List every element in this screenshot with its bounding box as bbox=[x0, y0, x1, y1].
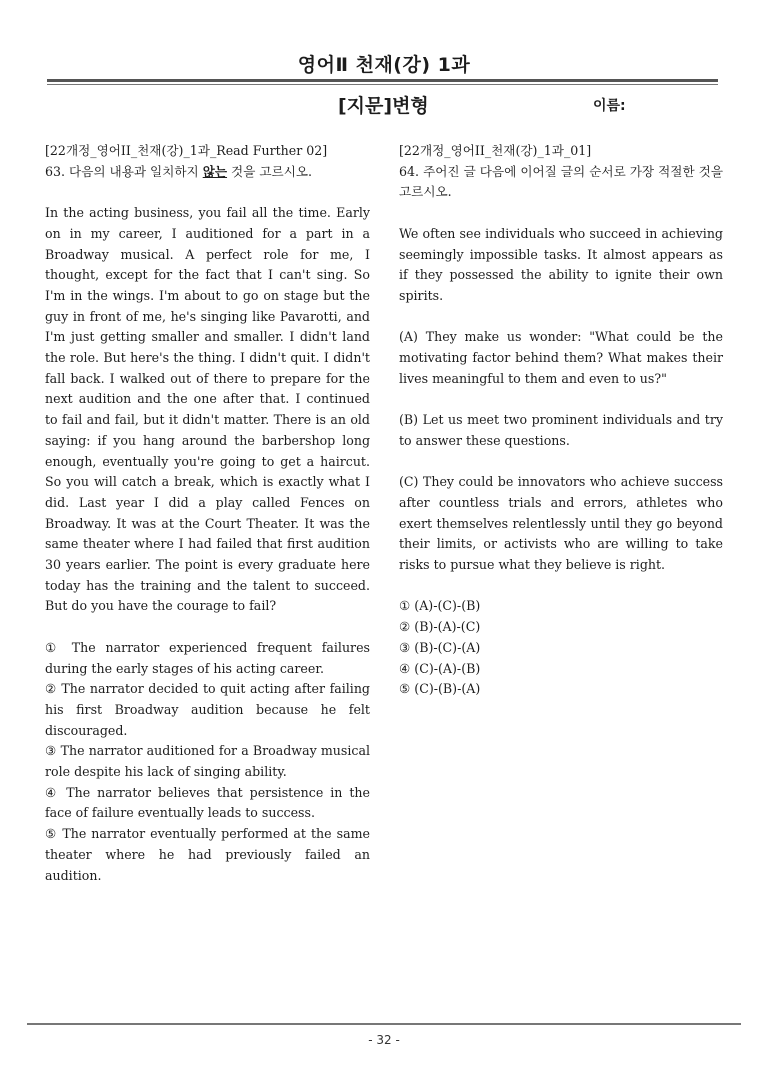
page-subtitle: [지문]변형 bbox=[338, 95, 429, 117]
question-64-para-c: (C) They could be innovators who achieve success after countless trials and errors, athletes who exert themselves relentlessly until they go beyond their limits, or activists who are willing to take risks to pursue what they believe is right. bbox=[399, 474, 723, 572]
question-64-option-2: ② (B)-(A)-(C) bbox=[399, 619, 481, 635]
question-64-source: [22개정_영어II_천재(강)_1과_01] bbox=[399, 143, 592, 158]
question-64-option-3: ③ (B)-(C)-(A) bbox=[399, 639, 481, 655]
question-64-para-b: (B) Let us meet two prominent individuals and try to answer these questions. bbox=[399, 412, 723, 448]
question-63-option-4: ④ The narrator believes that persistence in the face of failure eventually leads to success. bbox=[45, 784, 370, 821]
question-64-option-1: ① (A)-(C)-(B) bbox=[399, 598, 481, 614]
question-63-prompt bbox=[45, 162, 370, 183]
question-63-passage: In the acting business, you fail all the time. Early on in my career, I auditioned for a part in a Broadway musical. A perfect role for me, I thought, except for the fact that I can't sing. So I'm in the wings. I'm about to go on stage but the guy in front of me, he's singing like Pavarotti, and I'm just getting smaller and smaller. I didn't land the role. But here's the thing. I didn't quit. I didn't fall back. I walked out of there to prepare for the next audition and the one after that. I continued to fail and fail, but it didn't matter. There is an old saying: if you hang around the barbershop long enough, eventually you're going to get a haircut. So you will catch a break, which is exactly what I did. Last year I did a play called Fences on Broadway. It was at the Court Theater. It was the same theater where I had failed that first audition 30 years earlier. The point is every graduate here today has the training and the talent to succeed. But do you have the courage to fail? bbox=[45, 205, 370, 614]
question-64-prompt: 64. 주어진 글 다음에 이어질 글의 순서로 가장 적절한 것을 고르시오. bbox=[399, 163, 723, 200]
question-63-option-2: ② The narrator decided to quit acting after failing his first Broadway audition because he felt discouraged. bbox=[45, 681, 370, 738]
right-column bbox=[399, 141, 723, 700]
question-63-option-5: ⑤ The narrator eventually performed at the same theater where he had previously failed an audition. bbox=[45, 826, 370, 883]
question-64-option-5: ⑤ (C)-(B)-(A) bbox=[399, 681, 481, 697]
name-label: 이름: bbox=[593, 98, 626, 114]
question-63-option-1: ① The narrator experienced frequent failures during the early stages of his acting career. bbox=[45, 639, 370, 676]
question-63-emphasis: 않는 bbox=[202, 163, 228, 179]
question-63-source: [22개정_영어II_천재(강)_1과_Read Further 02] bbox=[45, 143, 328, 158]
header-rule bbox=[47, 79, 718, 82]
question-64-intro: We often see individuals who succeed in achieving seemingly impossible tasks. It almost appears as if they possessed the ability to ignite their own spirits. bbox=[399, 225, 723, 303]
footer-rule bbox=[27, 1023, 741, 1025]
page-number: - 32 - bbox=[368, 1033, 400, 1047]
question-64-para-a: (A) They make us wonder: "What could be the motivating factor behind them? What makes their lives meaningful to them and even to us?" bbox=[399, 329, 723, 386]
question-63-suffix: 것을 고르시오. bbox=[227, 163, 313, 179]
header-rule-thin bbox=[47, 84, 718, 85]
question-64-option-4: ④ (C)-(A)-(B) bbox=[399, 660, 481, 676]
question-63-option-3: ③ The narrator auditioned for a Broadway musical role despite his lack of singing ability. bbox=[45, 743, 370, 780]
question-63-prefix: 63. 다음의 내용과 일치하지 bbox=[45, 163, 203, 179]
left-column bbox=[45, 141, 370, 886]
page-title: 영어Ⅱ 천재(강) 1과 bbox=[297, 54, 471, 76]
